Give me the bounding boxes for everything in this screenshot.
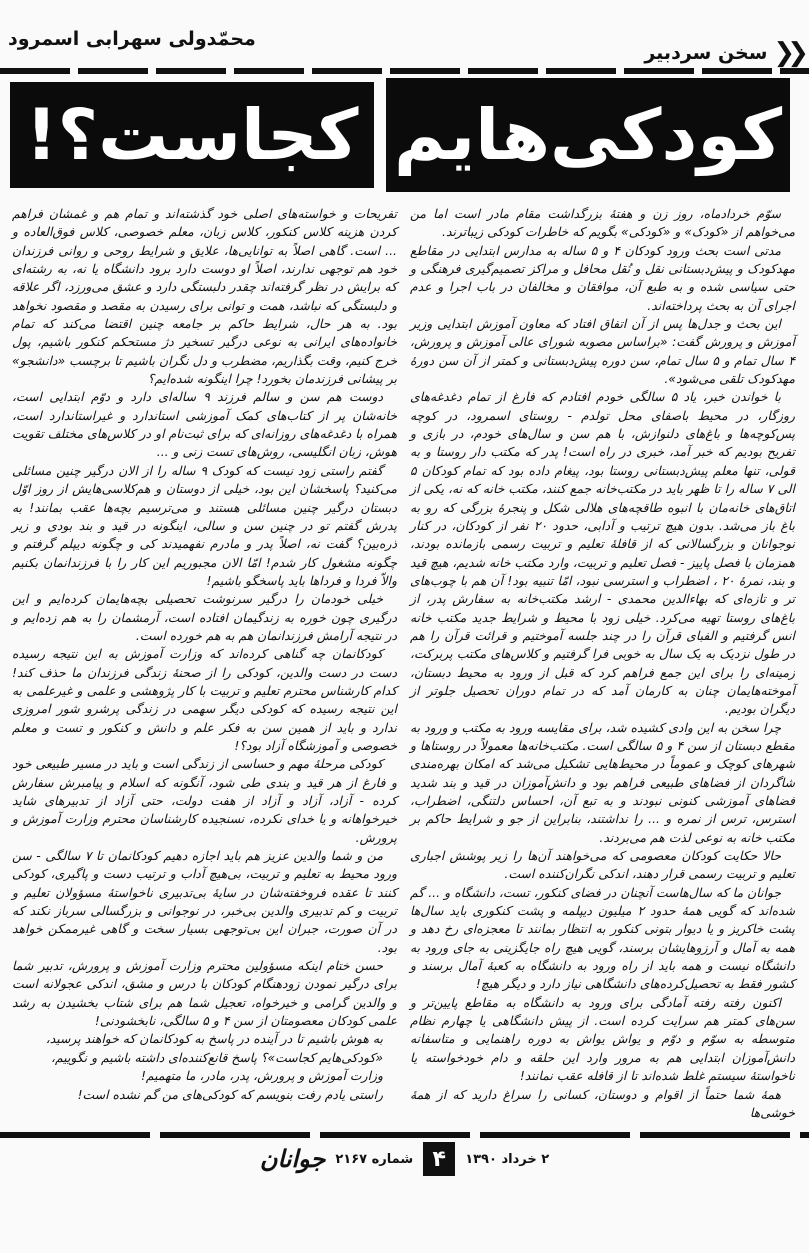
paragraph: دوست هم سن و سالم فرزند ۹ ساله‌ای دارد و دوّم ابتدایی است، خانه‌شان پر از کتاب‌های کمک آموزشی استاندارد و غیراستاندارد است، همراه با دغدغه‌های روزانه‌ای که برای ثبت‌نام او در کلاس‌های مختلف تقویت هوش، زبان انگلیسی، روش‌های تست زنی و ...: [12, 389, 397, 460]
paragraph: من و شما والدین عزیز هم باید اجازه دهیم کودکانمان تا ۷ سالگی - سن ورود محیط به تعلیم و تربیت، بی‌هیچ آداب و ترتیب دست و پاگیری، کودکی کنند تا عقده فروخفته‌شان در سایهٔ بی‌تدبیری ناخواستهٔ مسؤولان تعلیم و تربیت و کم تدبیری والدین بی‌خبر، در نوجوانی و بزرگسالی سرباز نکند که در آن صورت، جبران این بی‌توجهی بسیار سخت و گاهی غیرممکن خواهد بود.: [12, 848, 397, 955]
page-header: [0, 0, 809, 205]
headline-part-1: کودکی‌هایم: [393, 94, 783, 176]
closing-line: به هوش باشیم تا در آینده در پاسخ به کودکانمان که خواهند پرسید،: [45, 1031, 383, 1047]
paragraph: چرا سخن به این وادی کشیده شد، برای مقایسه ورود به مکتب و ورود به مقطع دبستان از سن ۴ و ۵ سالگی است. مکتب‌خانه‌ها معمولاً در روستاها و شهرهای کوچک و عموماً در محیط‌هایی تشکیل می‌شد که امکان بهره‌مندی شاگردان از فضاهای طبیعی فراهم بود و دانش‌آموزان در قید و بند شدید فضاهای آموزشی کنونی نبودند و به تبع آن، احساس دلتنگی، اضطراب، استرس، ترس از نمره و ... را نداشتند، بنابراین از جو و شرایط حاکم بر مکتب خانه به نوعی لذت هم می‌بردند.: [410, 719, 795, 845]
article-column-left: [12, 205, 397, 1122]
closing-verse: [12, 1030, 397, 1103]
issue-date: ۲ خرداد ۱۳۹۰: [465, 1151, 550, 1167]
paragraph: این بحث و جدل‌ها پس از آن اتفاق افتاد که معاون آموزش ابتدایی وزیر آموزش و پرورش گفت: «براساس مصوبه شورای عالی آموزش و پرورش، ۴ سال تمام و ۵ سال تمام، سن دوره پیش‌دبستانی و کمتر از آن سن دورهٔ مهدکودک تلقی می‌شود».: [410, 316, 795, 387]
paragraph: با خواندن خبر، یاد ۵ سالگی خودم افتادم که فارغ از تمام دغدغه‌های روزگار، در محیط باصفای محل تولدم - روستای اسمرود، در کوچه پس‌کوچه‌ها و باغ‌های دلنوازش، با هم سن و سال‌های خودم، در بازی و تفریح بودیم که خبر آمد، خبری در راه است! پدر که مکتب دار روستا و به قولی، تنها معلم پیش‌دبستانی روستا بود، پیغام داده بود که تمام کودکان ۵ الی ۷ ساله را تا ظهر باید در مکتب‌خانه جمع کنند، مکتب خانه که نه، یکی از اتاق‌های خانه‌مان با انبوه طاقچه‌های هلالی شکل و پنجرهٔ بزرگی که رو به باغ باز می‌شد. بدون هیچ ترتیب و آدابی، حدود ۲۰ نفر از کودکان، در کنار نوجوانان و بزرگسالانی که از قافلهٔ تعلیم و تربیت رسمی بازمانده بودند، همزمان با فصل پاییز - فصل تعلیم و تربیت، وارد مکتب خانه شدیم، هیچ قید و بند، نمرهٔ ۲۰ ، اضطراب و استرسی نبود، امّا تنبیه بود! آن هم با چوب‌های تر و تازه‌ای که بهاءالدین محمدی - ارشد مکتب‌خانه به سفارش پدر، از باغ‌های روستا تهیه می‌کرد. خیلی زود با محیط و شرایط جدید مکتب خانه انس گرفتیم و الفبای قرآن را در چند جلسه آموختیم و قرائت قرآن را هم در طول نزدیک به یک سال به خوبی فرا گرفتیم و کلاس‌های مکتب پربرکت، زمینه‌ای را برای این جمع فراهم کرد که قبل از ورود به محیط دبستان، آموخته‌هایمان چنان به کارمان آمد که در تمام دوران تحصیل جلوتر از دیگران بودیم.: [410, 389, 795, 717]
paragraph: خیلی خودمان را درگیر سرنوشت تحصیلی بچه‌هایمان کرده‌ایم و این درگیری چون خوره به زندگیمان افتاده است، آرمشمان را به هم زده‌ایم و در نتیجه آرامش فرزندانمان هم به هم خورده است.: [12, 591, 397, 643]
closing-line: «کودکی‌هایم کجاست»؟ پاسخ قانع‌کننده‌ای داشته باشیم و نگوییم،: [51, 1049, 383, 1065]
page-footer: [0, 1142, 809, 1188]
headline-part-2: کجاست؟!: [25, 94, 359, 176]
paragraph: گفتم راستی زود نیست که کودک ۹ ساله را از الان درگیر چنین مسائلی می‌کنید؟ پاسخشان این بود، خیلی از دوستان و هم‌کلاسی‌هایش از روز اوّل دبستان درگیر چنین مسائلی هستند و می‌ترسیم بچه‌ها عقب بمانند! به پدرش گفتم تو در چنین سن و سالی، اینگونه در قید و بند بودی و زیر ذره‌بین؟ گفت نه، اصلاً پدر و مادرم نفهمیدند کی و چگونه دیپلم گرفتم و چگونه مشغول کار شدم! امّا الان مجبوریم این کار را با فرزندانمان بکنیم والاّ فردا و فرداها باید پاسخگو باشیم!: [12, 462, 397, 588]
closing-line: راستی یادم رفت بنویسم که کودکی‌های من گم نشده است!: [77, 1086, 383, 1102]
article-column-right: [410, 205, 795, 1122]
headline-box-right: [386, 78, 790, 192]
paragraph: حسن ختام اینکه مسؤولین محترم وزارت آموزش و پرورش، تدبیر شما برای درگیر نمودن زودهنگام کودکان با درس و مشق، اندکی عجولانه است و والدین گرامی و خیرخواه، تعجیل شما هم برای شتاب بخشیدن به رشد علمی کودکان معصومتان از سن ۴ و ۵ سالگی، نابخشودنی!: [12, 958, 397, 1029]
page-number: ۴: [423, 1142, 455, 1176]
paragraph: کودکی مرحلهٔ مهم و حساسی از زندگی است و باید در مسیر طبیعی خود و فارغ از هر قید و بندی طی شود، آنگونه که اسلام و پیامبرش سفارش کرده - آزاد، آزاد و آزاد از هفت دولت، حتی آزاد از تدبیرهای شاید خیرخواهانه و یا خدای نکرده، نسنجیده کارشناسان محترم وزارت آموزش و پرورش.: [12, 756, 397, 845]
closing-line: وزارت آموزش و پرورش، پدر، مادر، ما متهمیم!: [140, 1068, 383, 1084]
magazine-logo: جوانان: [259, 1145, 326, 1174]
article-body: [0, 205, 809, 1122]
author-byline: محمّدولی سهرابی اسمرود: [8, 28, 256, 50]
paragraph: سوّم خردادماه، روز زن و هفتهٔ بزرگداشت مقام مادر است اما من می‌خواهم از «کودک» و «کودکی» بگویم که خاطرات کودکی زیباترند.: [410, 206, 795, 240]
paragraph: اکنون رفته رفته آمادگی برای ورود به دانشگاه به مقاطع پایین‌تر و سن‌های کمتر هم سرایت کرده است. از پیش دانشگاهی یا چهارم نظام متوسطه به سوّم و دوّم و یواش یواش به دوره راهنمایی و متاسفانه دانش‌آموزان ابتدایی هم به مرور وارد این حلقه و دام خودخواسته یا ناخواستهٔ سیستم غلط شده‌اند تا از قافله عقب نمانند!: [410, 994, 795, 1084]
paragraph: جوانان ما که سال‌هاست آنچنان در فضای کنکور، تست، دانشگاه و ... گم شده‌اند که گویی همهٔ حدود ۲ میلیون دیپلمه و پشت کنکوری باید سال‌ها پشت خاکریز و یا دیوار بتونی کنکور به انتظار بمانند تا معجزه‌ای رخ دهد و همه به آمال و آرزوهایشان برسند، گویی هیچ راه جایگزینی به جای ورود به دانشگاه نیست و همه باید از راه ورود به دانشگاه به کعبهٔ آمال برسند و کشور فقط به تحصیل‌کرده‌های دانشگاهی نیاز دارد و دیگر هیچ!: [410, 884, 795, 992]
issue-number: شماره ۲۱۶۷: [335, 1151, 414, 1167]
section-title: سخن سردبیر: [644, 42, 768, 64]
top-divider: [0, 68, 809, 74]
paragraph: مدتی است بحث ورود کودکان ۴ و ۵ ساله به مدارس ابتدایی در مقاطع مهدکودک و پیش‌دبستانی نقل و نُقل محافل و مراکز تصمیم‌گیری فرهنگی و حتی سیاسی شده و به طبع آن، موافقان و مخالفان در باب اجرا و عدم اجرای آن به بحث پرداخته‌اند.: [410, 242, 795, 313]
paragraph: تفریحات و خواسته‌های اصلی خود گذشته‌اند و تمام هم و غمشان فراهم کردن هزینه کلاس کنکور، کلاس زبان، معلم خصوصی، کلاس فوق‌العاده و ... است. گاهی اصلاً به توانایی‌ها، علایق و شرایط روحی و روانی فرزندان خود هم توجهی ندارند، اصلاً او دوست دارد برود دانشگاه یا نه، به رشته‌ای که برایش در نظر گرفته‌اند چقدر دلبستگی دارد و عشق می‌ورزد، اگر علاقه و دلبستگی که نباشد، همت و توانی برای رسیدن به مقصد و مقصود نخواهد بود. به هر حال، شرایط حاکم بر جامعه چنین اقتضا می‌کند که تمام خانواده‌های ایرانی به نوعی درگیر تسخیر دژ مستحکم کنکور باشیم، پول خرج کنیم، وقت بگذاریم، مضطرب و دل نگران باشیم تا برچسب «دانشجو» بر پیشانی فرزندمان بخورد! چرا اینگونه شده‌ایم؟: [12, 206, 397, 387]
paragraph: حالا حکایت کودکان معصومی که می‌خواهند آن‌ها را زیر پوشش اجباری تعلیم و تربیت رسمی قرار دهند، اندکی نگران‌کننده است.: [410, 848, 795, 882]
paragraph: کودکانمان چه گناهی کرده‌اند که وزارت آموزش به این نتیجه رسیده دست در دست والدین، کودکی را از صحنهٔ زندگی فرزندان ما حذف کند! کدام کارشناس محترم تعلیم و تربیت با کار پژوهشی و علمی و غیرعلمی به این نتیجه رسیده که کودکی دیگر سهمی در زندگی پرشرو شور امروزی ندارد و باید از همین سن به فکر علم و دانش و کنکور و تست و معلم خصوصی و آموزشگاه آزاد بود؟!: [12, 646, 397, 753]
bottom-divider: [0, 1132, 809, 1138]
headline-box-left: [10, 82, 374, 188]
paragraph: همهٔ شما حتماً از اقوام و دوستان، کسانی را سراغ دارید که از همهٔ خوشی‌ها: [410, 1086, 795, 1120]
section-label: [644, 40, 801, 66]
double-chevron-icon: ❮❮: [773, 38, 801, 68]
